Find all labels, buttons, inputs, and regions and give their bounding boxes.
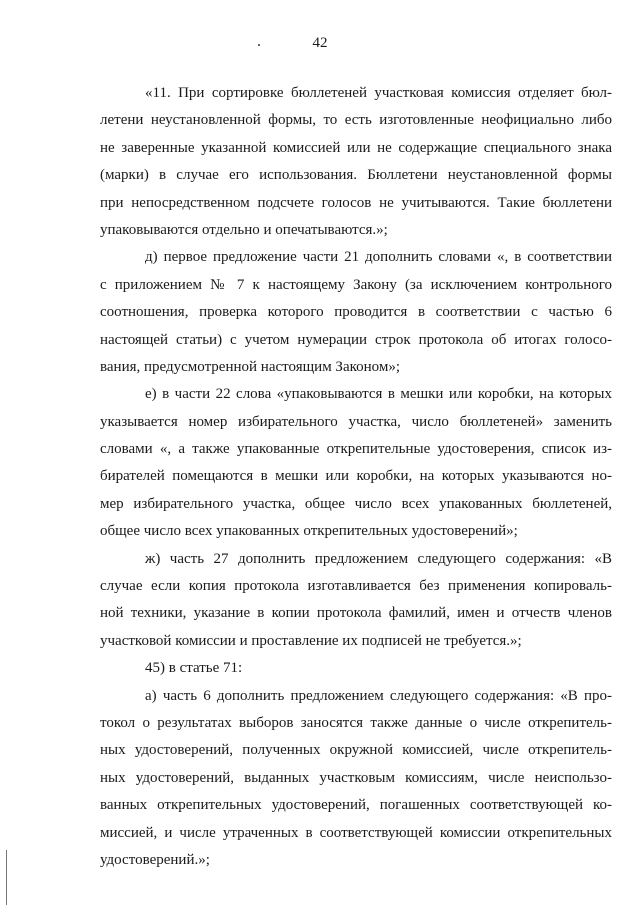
text-line: (марки) в случае его использования. Бюллетени неустановленной формы xyxy=(100,167,612,184)
text-line: д) первое предложение части 21 дополнить словами «, в соответствии xyxy=(145,249,612,266)
text-line: «11. При сортировке бюллетеней участковая комиссия отделяет бюл- xyxy=(145,85,612,101)
text-line: 45) в статье 71: xyxy=(145,660,243,677)
text-line: а) часть 6 дополнить предложением следующего содержания: «В про- xyxy=(145,687,612,704)
text-line: бирателей помещаются в мешки или коробки, на которых указываются но- xyxy=(100,468,612,485)
text-line: указывается номер избирательного участка, число бюллетеней» заменить xyxy=(100,413,612,430)
text-line: не заверенные указанной комиссией или не содержащие специального знака xyxy=(100,139,612,156)
text-line: ных удостоверений, полученных окружной комиссией, числе открепитель- xyxy=(100,742,612,759)
text-line: участковой комиссии и проставление их подписей не требуется.»; xyxy=(100,632,522,649)
scan-edge-mark xyxy=(6,850,7,905)
text-line: соотношения, проверка которого проводится в соответствии с частью 6 xyxy=(100,304,612,321)
text-line: вания, предусмотренной настоящим Законом»; xyxy=(100,358,401,375)
text-line: словами «, а также упакованные открепительные удостоверения, список из- xyxy=(100,441,612,458)
scan-speck xyxy=(258,44,260,46)
text-line: общее число всех упакованных открепительных удостоверений»; xyxy=(100,523,518,540)
text-line: мер избирательного участка, общее число всех упакованных бюллетеней, xyxy=(100,495,612,512)
document-body xyxy=(100,80,612,874)
page-number: 42 xyxy=(312,35,328,51)
text-line: с приложением № 7 к настоящему Закону (за исключением контрольного xyxy=(100,276,612,293)
text-line: ной техники, указание в копии протокола фамилий, имен и отчеств членов xyxy=(100,605,612,622)
text-line: токол о результатах выборов заносятся также данные о числе открепитель- xyxy=(100,714,612,731)
text-line: е) в части 22 слова «упаковываются в мешки или коробки, на которых xyxy=(145,386,612,403)
text-line: при непосредственном подсчете голосов не учитываются. Такие бюллетени xyxy=(100,194,612,211)
text-line: настоящей статьи) с учетом нумерации строк протокола об итогах голосо- xyxy=(100,331,612,348)
text-line: миссией, и числе утраченных в соответствующей комиссии открепительных xyxy=(100,824,612,841)
text-line: упаковываются отдельно и опечатываются.»; xyxy=(100,221,388,238)
text-line: ж) часть 27 дополнить предложением следующего содержания: «В xyxy=(145,550,612,567)
text-line: случае если копия протокола изготавливается без применения копироваль- xyxy=(100,578,612,595)
text-line: летени неустановленной формы, то есть изготовленные неофициально либо xyxy=(100,112,612,129)
text-line: удостоверений.»; xyxy=(100,851,210,868)
text-line: ванных открепительных удостоверений, погашенных соответствующей ко- xyxy=(100,797,612,814)
text-line: ных удостоверений, выданных участковым комиссиям, числе неиспользо- xyxy=(100,769,612,786)
